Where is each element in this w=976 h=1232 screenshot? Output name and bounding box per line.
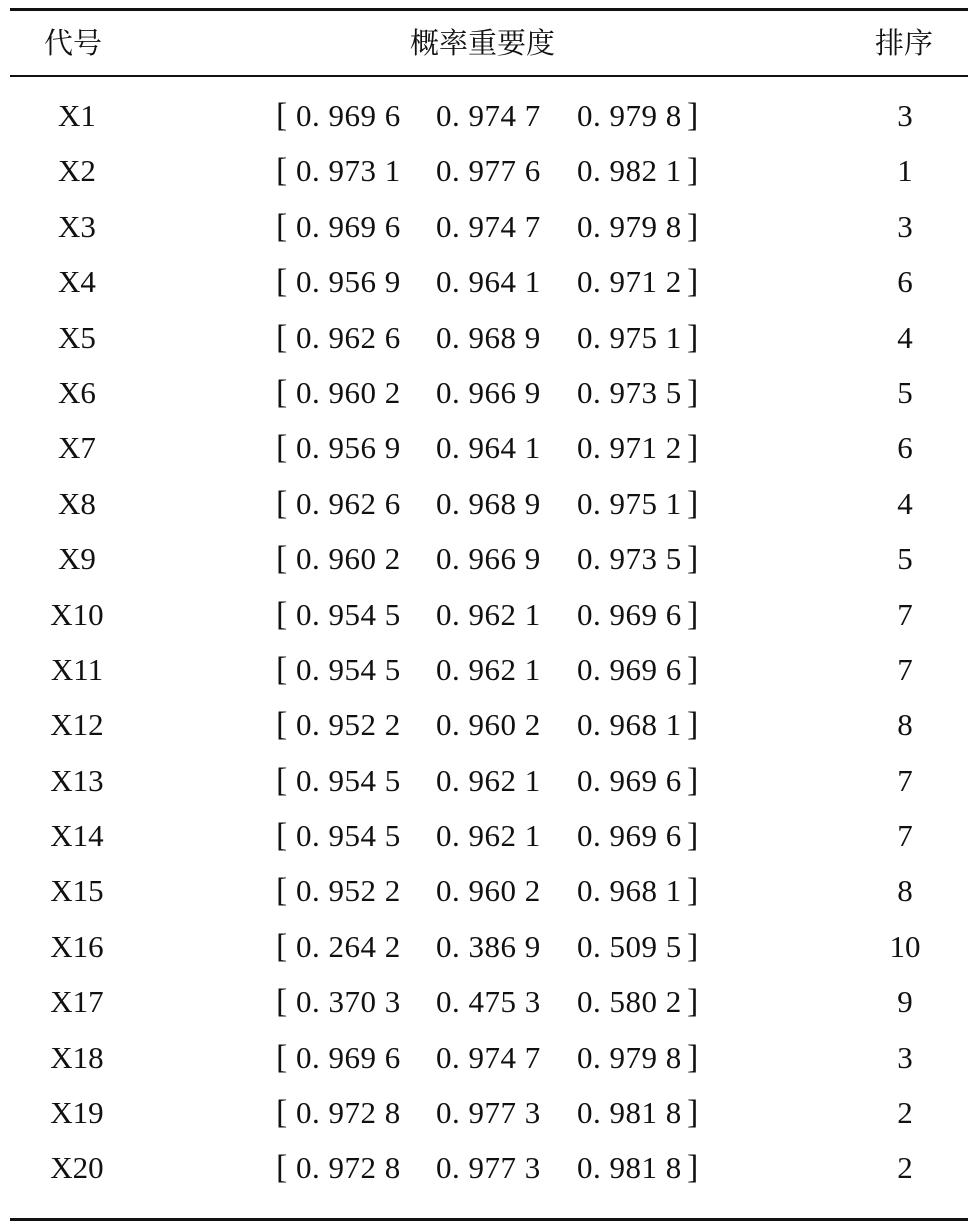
importance-lower: 0. 954 5 xyxy=(296,596,401,632)
importance-upper: 0. 968 1 xyxy=(577,873,682,909)
importance-upper: 0. 580 2 xyxy=(577,984,682,1020)
importance-middle: 0. 962 1 xyxy=(436,596,541,632)
left-bracket: [ xyxy=(276,97,288,134)
table-row xyxy=(10,254,968,309)
row-code: X19 xyxy=(50,1095,104,1131)
importance-lower: 0. 960 2 xyxy=(296,541,401,577)
importance-lower: 0. 969 6 xyxy=(296,98,401,133)
importance-middle: 0. 977 3 xyxy=(436,1150,541,1186)
importance-upper: 0. 981 8 xyxy=(577,1150,682,1186)
row-code: X5 xyxy=(58,319,96,355)
probability-importance-table xyxy=(10,8,968,1224)
left-bracket: [ xyxy=(276,872,288,910)
left-bracket: [ xyxy=(276,817,288,855)
left-bracket: [ xyxy=(276,595,288,633)
table-row xyxy=(10,310,968,365)
row-code: X12 xyxy=(50,707,104,743)
table-bottom-rule xyxy=(10,1218,968,1221)
importance-middle: 0. 960 2 xyxy=(436,873,541,909)
importance-middle: 0. 962 1 xyxy=(436,651,541,687)
importance-upper: 0. 975 1 xyxy=(577,485,682,521)
row-rank: 7 xyxy=(897,818,913,854)
importance-upper: 0. 969 6 xyxy=(577,651,682,687)
table-row xyxy=(10,974,968,1029)
importance-middle: 0. 974 7 xyxy=(436,98,541,133)
right-bracket: ] xyxy=(687,429,699,467)
row-rank: 1 xyxy=(897,153,913,189)
table-header-rule xyxy=(10,75,968,77)
header-rank: 排序 xyxy=(875,26,934,60)
row-rank: 2 xyxy=(897,1150,913,1186)
importance-lower: 0. 954 5 xyxy=(296,818,401,854)
importance-middle: 0. 977 6 xyxy=(436,153,541,189)
right-bracket: ] xyxy=(687,373,699,411)
importance-middle: 0. 968 9 xyxy=(436,319,541,355)
row-code: X7 xyxy=(58,430,96,466)
importance-lower: 0. 969 6 xyxy=(296,208,401,244)
table-row xyxy=(10,199,968,254)
row-code: X11 xyxy=(50,651,104,687)
importance-upper: 0. 968 1 xyxy=(577,707,682,743)
importance-lower: 0. 956 9 xyxy=(296,264,401,300)
importance-middle: 0. 475 3 xyxy=(436,984,541,1020)
importance-middle: 0. 964 1 xyxy=(436,430,541,466)
left-bracket: [ xyxy=(276,373,288,411)
importance-upper: 0. 981 8 xyxy=(577,1095,682,1131)
importance-upper: 0. 973 5 xyxy=(577,541,682,577)
row-code: X1 xyxy=(58,98,96,133)
left-bracket: [ xyxy=(276,152,288,190)
importance-upper: 0. 982 1 xyxy=(577,153,682,189)
right-bracket: ] xyxy=(687,1038,699,1076)
importance-upper: 0. 969 6 xyxy=(577,818,682,854)
importance-middle: 0. 974 7 xyxy=(436,208,541,244)
importance-lower: 0. 972 8 xyxy=(296,1150,401,1186)
importance-upper: 0. 973 5 xyxy=(577,374,682,410)
right-bracket: ] xyxy=(687,706,699,744)
table-row xyxy=(10,143,968,198)
row-code: X15 xyxy=(50,873,104,909)
importance-lower: 0. 954 5 xyxy=(296,762,401,798)
row-rank: 10 xyxy=(889,928,921,964)
right-bracket: ] xyxy=(687,152,699,190)
importance-middle: 0. 964 1 xyxy=(436,264,541,300)
row-rank: 9 xyxy=(897,984,913,1020)
left-bracket: [ xyxy=(276,1149,288,1187)
importance-lower: 0. 370 3 xyxy=(296,984,401,1020)
importance-lower: 0. 960 2 xyxy=(296,374,401,410)
importance-lower: 0. 956 9 xyxy=(296,430,401,466)
left-bracket: [ xyxy=(276,761,288,799)
importance-lower: 0. 264 2 xyxy=(296,928,401,964)
row-code: X10 xyxy=(50,596,104,632)
row-rank: 6 xyxy=(897,264,913,300)
right-bracket: ] xyxy=(687,484,699,522)
table-header xyxy=(10,11,968,75)
row-rank: 8 xyxy=(897,873,913,909)
importance-upper: 0. 971 2 xyxy=(577,264,682,300)
importance-middle: 0. 386 9 xyxy=(436,928,541,964)
left-bracket: [ xyxy=(276,207,288,245)
table-row xyxy=(10,919,968,974)
row-code: X4 xyxy=(58,264,96,300)
table-row xyxy=(10,1085,968,1140)
row-code: X13 xyxy=(50,762,104,798)
row-rank: 8 xyxy=(897,707,913,743)
left-bracket: [ xyxy=(276,540,288,578)
importance-upper: 0. 975 1 xyxy=(577,319,682,355)
importance-lower: 0. 962 6 xyxy=(296,485,401,521)
table-row xyxy=(10,1140,968,1195)
table-row xyxy=(10,587,968,642)
row-rank: 5 xyxy=(897,374,913,410)
table-row xyxy=(10,697,968,752)
row-rank: 3 xyxy=(897,1039,913,1075)
importance-middle: 0. 960 2 xyxy=(436,707,541,743)
table-body xyxy=(10,88,968,1196)
table-row xyxy=(10,420,968,475)
row-rank: 4 xyxy=(897,485,913,521)
table-row xyxy=(10,808,968,863)
right-bracket: ] xyxy=(687,207,699,245)
left-bracket: [ xyxy=(276,1038,288,1076)
right-bracket: ] xyxy=(687,595,699,633)
left-bracket: [ xyxy=(276,484,288,522)
importance-lower: 0. 973 1 xyxy=(296,153,401,189)
importance-middle: 0. 974 7 xyxy=(436,1039,541,1075)
row-code: X18 xyxy=(50,1039,104,1075)
left-bracket: [ xyxy=(276,983,288,1021)
right-bracket: ] xyxy=(687,318,699,356)
importance-upper: 0. 969 6 xyxy=(577,762,682,798)
importance-lower: 0. 969 6 xyxy=(296,1039,401,1075)
table-row xyxy=(10,365,968,420)
importance-middle: 0. 968 9 xyxy=(436,485,541,521)
row-rank: 7 xyxy=(897,596,913,632)
row-code: X6 xyxy=(58,374,96,410)
header-probability-importance: 概率重要度 xyxy=(410,26,556,60)
importance-middle: 0. 977 3 xyxy=(436,1095,541,1131)
importance-upper: 0. 969 6 xyxy=(577,596,682,632)
importance-lower: 0. 972 8 xyxy=(296,1095,401,1131)
right-bracket: ] xyxy=(687,263,699,301)
importance-middle: 0. 966 9 xyxy=(436,541,541,577)
right-bracket: ] xyxy=(687,1094,699,1132)
importance-upper: 0. 971 2 xyxy=(577,430,682,466)
importance-lower: 0. 962 6 xyxy=(296,319,401,355)
row-code: X17 xyxy=(50,984,104,1020)
importance-lower: 0. 952 2 xyxy=(296,873,401,909)
right-bracket: ] xyxy=(687,540,699,578)
importance-lower: 0. 954 5 xyxy=(296,651,401,687)
table-row xyxy=(10,531,968,586)
row-rank: 3 xyxy=(897,98,913,133)
importance-lower: 0. 952 2 xyxy=(296,707,401,743)
right-bracket: ] xyxy=(687,650,699,688)
left-bracket: [ xyxy=(276,263,288,301)
row-rank: 2 xyxy=(897,1095,913,1131)
left-bracket: [ xyxy=(276,650,288,688)
row-rank: 4 xyxy=(897,319,913,355)
right-bracket: ] xyxy=(687,872,699,910)
row-rank: 7 xyxy=(897,651,913,687)
right-bracket: ] xyxy=(687,97,699,134)
row-rank: 6 xyxy=(897,430,913,466)
importance-middle: 0. 962 1 xyxy=(436,762,541,798)
row-code: X2 xyxy=(58,153,96,189)
row-code: X14 xyxy=(50,818,104,854)
row-rank: 3 xyxy=(897,208,913,244)
table-row xyxy=(10,476,968,531)
row-rank: 5 xyxy=(897,541,913,577)
left-bracket: [ xyxy=(276,1094,288,1132)
importance-middle: 0. 966 9 xyxy=(436,374,541,410)
importance-upper: 0. 509 5 xyxy=(577,928,682,964)
left-bracket: [ xyxy=(276,429,288,467)
right-bracket: ] xyxy=(687,927,699,965)
right-bracket: ] xyxy=(687,761,699,799)
importance-upper: 0. 979 8 xyxy=(577,1039,682,1075)
row-code: X8 xyxy=(58,485,96,521)
table-row xyxy=(10,88,968,143)
row-code: X3 xyxy=(58,208,96,244)
row-code: X9 xyxy=(58,541,96,577)
left-bracket: [ xyxy=(276,927,288,965)
right-bracket: ] xyxy=(687,983,699,1021)
table-row xyxy=(10,863,968,918)
left-bracket: [ xyxy=(276,318,288,356)
table-row xyxy=(10,642,968,697)
left-bracket: [ xyxy=(276,706,288,744)
importance-upper: 0. 979 8 xyxy=(577,98,682,133)
right-bracket: ] xyxy=(687,1149,699,1187)
row-code: X16 xyxy=(50,928,104,964)
importance-upper: 0. 979 8 xyxy=(577,208,682,244)
table-row xyxy=(10,1030,968,1085)
header-code: 代号 xyxy=(44,26,103,60)
importance-middle: 0. 962 1 xyxy=(436,818,541,854)
row-rank: 7 xyxy=(897,762,913,798)
right-bracket: ] xyxy=(687,817,699,855)
row-code: X20 xyxy=(50,1150,104,1186)
table-row xyxy=(10,753,968,808)
